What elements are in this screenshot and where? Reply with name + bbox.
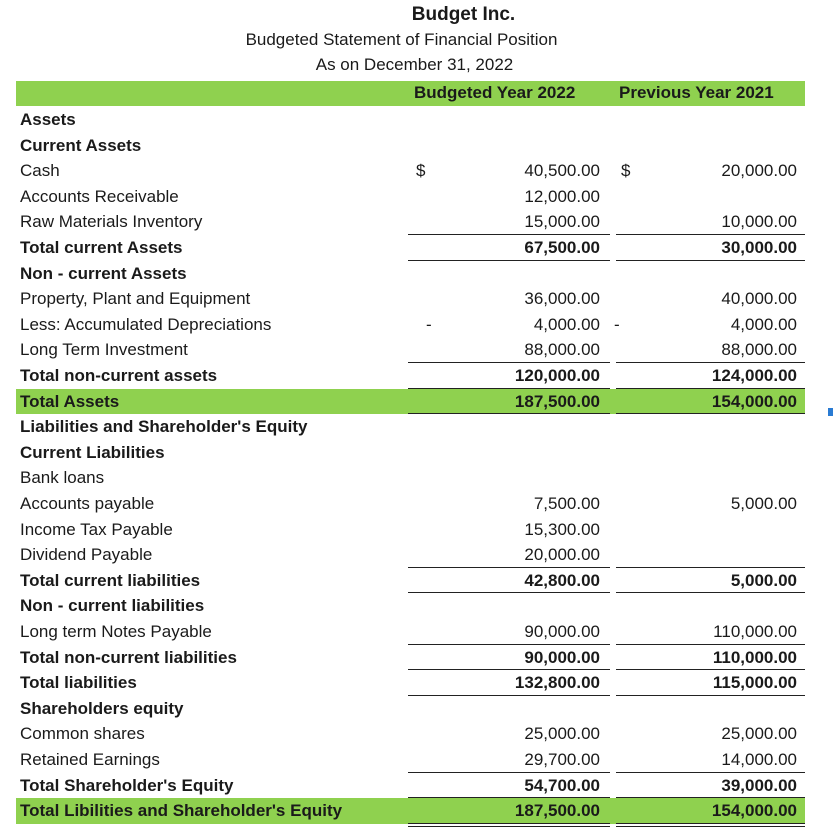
table-row [16,619,805,645]
table-row [16,593,805,619]
row-label: Dividend Payable [20,545,153,565]
value-budget-2022: 90,000.00 [524,622,600,641]
value-budget-2022: 12,000.00 [524,186,600,206]
underline-rule [616,797,805,798]
statement-date: As on December 31, 2022 [315,55,514,74]
value-previous-2021: 39,000.00 [721,775,797,795]
table-row [16,645,805,671]
row-label: Current Liabilities [20,442,165,462]
underline-rule [408,413,610,414]
table-row [16,440,805,466]
value-budget-2022: 29,700.00 [524,750,600,769]
underline-rule [408,669,610,670]
underline-rule [616,362,805,363]
row-label: Retained Earnings [20,750,160,769]
double-underline-rule [616,823,805,824]
underline-rule [616,260,805,261]
dollar-sign: $ [621,161,631,181]
table-row [16,363,805,389]
dollar-sign: $ [416,161,426,181]
company-name: Budget Inc. [411,4,516,25]
minus-sign: - [614,314,620,334]
table-row [16,184,805,210]
row-label: Total liabilities [20,673,137,693]
row-label: Long Term Investment [20,340,188,360]
statement-title: Budgeted Statement of Financial Position [245,30,558,49]
underline-rule [616,234,805,235]
value-budget-2022: 67,500.00 [524,238,600,257]
value-budget-2022: 187,500.00 [514,391,600,411]
underline-rule [408,234,610,235]
value-previous-2021: 5,000.00 [730,570,797,590]
underline-rule [616,413,805,414]
table-row [16,414,805,440]
value-budget-2022: 120,000.00 [514,366,600,385]
value-budget-2022: 88,000.00 [524,340,600,360]
table-row [16,517,805,543]
underline-rule [616,592,805,593]
value-previous-2021: 20,000.00 [721,161,797,181]
row-label: Shareholders equity [20,698,184,718]
row-label: Total non-current assets [20,366,218,385]
table-row [16,542,805,568]
underline-rule [616,772,805,773]
value-budget-2022: 15,300.00 [524,519,600,539]
row-label: Total non-current liabilities [20,647,237,667]
underline-rule [408,772,610,773]
value-budget-2022: 15,000.00 [524,212,600,232]
row-label: Total Assets [20,391,120,411]
row-label: Total Libilities and Shareholder's Equity [20,801,343,821]
table-row [16,158,805,184]
value-budget-2022: 20,000.00 [524,545,600,565]
value-budget-2022: 4,000.00 [533,314,600,334]
value-previous-2021: 110,000.00 [713,622,797,641]
value-previous-2021: 5,000.00 [730,494,797,513]
table-row [16,261,805,287]
value-budget-2022: 187,500.00 [514,801,600,821]
row-label: Liabilities and Shareholder's Equity [20,417,308,437]
column-header-budget-2022: Budgeted Year 2022 [414,83,576,102]
table-row [16,747,805,773]
table-row [16,465,805,491]
underline-rule [408,260,610,261]
value-previous-2021: 88,000.00 [721,340,797,360]
underline-rule [408,695,610,696]
table-row [16,491,805,517]
row-label: Non - current Assets [20,263,187,283]
value-budget-2022: 42,800.00 [524,570,600,590]
underline-rule [616,695,805,696]
table-row [16,133,805,159]
value-budget-2022: 40,500.00 [524,161,600,181]
underline-rule [408,362,610,363]
underline-rule [408,644,610,645]
table-row [16,773,805,799]
table-row [16,312,805,338]
selection-marker [828,408,833,416]
table-row [16,670,805,696]
row-label: Non - current liabilities [20,596,205,616]
table-row [16,798,805,824]
row-label: Long term Notes Payable [20,622,212,641]
row-label: Current Assets [20,135,142,155]
row-label: Less: Accumulated Depreciations [20,314,272,334]
row-label: Total current Assets [20,238,183,257]
row-label: Property, Plant and Equipment [20,289,251,309]
value-previous-2021: 154,000.00 [711,391,797,411]
table-row [16,389,805,415]
underline-rule [408,592,610,593]
minus-sign: - [426,314,432,334]
double-underline-rule [408,823,610,824]
value-previous-2021: 154,000.00 [711,801,797,821]
double-underline-rule [408,826,610,827]
row-label: Accounts payable [20,494,155,513]
underline-rule [616,644,805,645]
value-previous-2021: 10,000.00 [721,212,797,232]
table-row [16,235,805,261]
value-budget-2022: 132,800.00 [514,673,600,693]
table-row [16,721,805,747]
row-label: Assets [20,110,76,129]
table-row [16,696,805,722]
value-previous-2021: 30,000.00 [721,238,797,257]
table-row [16,568,805,594]
row-label: Total current liabilities [20,570,201,590]
column-header-previous-2021: Previous Year 2021 [619,83,774,102]
value-budget-2022: 25,000.00 [524,724,600,744]
value-budget-2022: 36,000.00 [524,289,600,309]
row-label: Accounts Receivable [20,186,179,206]
value-budget-2022: 90,000.00 [524,647,600,667]
row-label: Cash [20,161,60,181]
underline-rule [408,567,610,568]
value-previous-2021: 40,000.00 [721,289,797,309]
underline-rule [408,797,610,798]
table-row [16,286,805,312]
value-previous-2021: 25,000.00 [721,724,797,744]
table-row [16,337,805,363]
underline-rule [616,388,805,389]
underline-rule [408,388,610,389]
underline-rule [616,669,805,670]
value-previous-2021: 14,000.00 [721,750,797,769]
value-budget-2022: 7,500.00 [533,494,600,513]
table-row [16,107,805,133]
row-label: Raw Materials Inventory [20,212,203,232]
row-label: Common shares [20,724,145,744]
value-previous-2021: 110,000.00 [712,647,797,667]
value-previous-2021: 4,000.00 [730,314,797,334]
row-label: Income Tax Payable [20,519,173,539]
value-previous-2021: 124,000.00 [711,366,797,385]
table-row [16,209,805,235]
row-label: Total Shareholder's Equity [20,775,234,795]
double-underline-rule [616,826,805,827]
value-budget-2022: 54,700.00 [524,775,600,795]
value-previous-2021: 115,000.00 [712,673,797,693]
underline-rule [616,567,805,568]
column-header-bar [16,81,805,106]
row-label: Bank loans [20,468,105,488]
